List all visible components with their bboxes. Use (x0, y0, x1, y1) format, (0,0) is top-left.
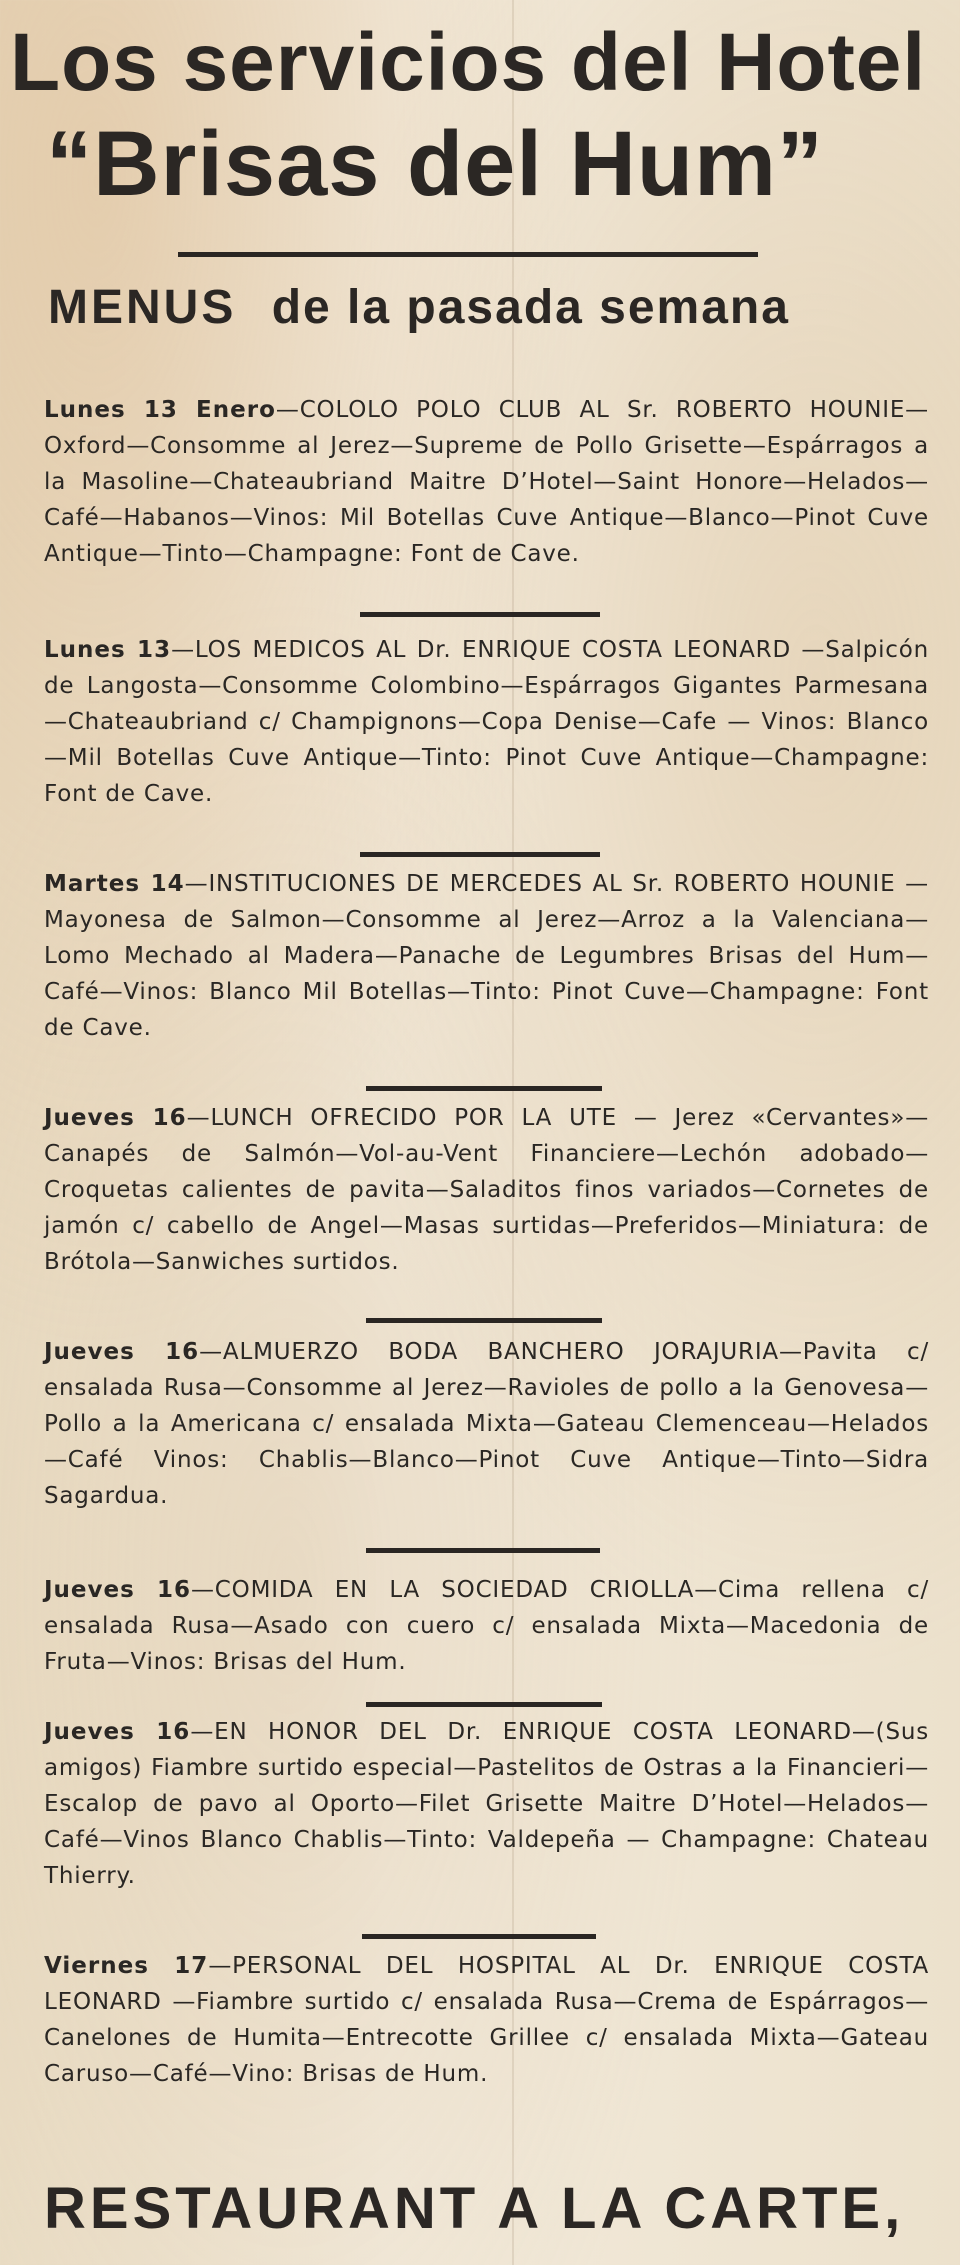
entry-date: Viernes 17 (44, 1953, 209, 1979)
entry-date: Martes 14 (44, 871, 185, 897)
subtitle-menus: MENUS (48, 281, 237, 334)
separator-rule (360, 852, 600, 857)
separator-rule (360, 612, 600, 617)
menu-entry (44, 1948, 929, 2092)
menu-entry (44, 1100, 929, 1280)
menu-entry (44, 1714, 929, 1894)
headline-line-1: Los servicios del Hotel (10, 17, 927, 108)
separator-rule (366, 1702, 602, 1707)
entry-date: Jueves 16 (44, 1577, 191, 1603)
entry-date: Lunes 13 (44, 637, 172, 663)
entry-date: Jueves 16 (44, 1105, 187, 1131)
subtitle (48, 281, 938, 334)
entry-text: —INSTITUCIONES DE MERCEDES AL Sr. ROBERTO HOUNIE —Mayonesa de Salmon—Consomme al Jerez—Arroz a la Valenciana—Lomo Mechado al Madera—Panache de Legumbres Brisas del Hum—Café—Vinos: Blanco Mil Botellas—Tinto: Pinot Cuve—Champagne: Font de Cave. (44, 871, 929, 1041)
menu-entry (44, 1572, 929, 1680)
entry-text: —PERSONAL DEL HOSPITAL AL Dr. ENRIQUE COSTA LEONARD —Fiambre surtido c/ ensalada Rusa—Crema de Espárragos—Canelones de Humita—Entrecotte Grillee c/ ensalada Mixta—Gateau Caruso—Café—Vino: Brisas de Hum. (44, 1953, 929, 2087)
menu-entry (44, 866, 929, 1046)
footer-heading: RESTAURANT A LA CARTE, (44, 2176, 905, 2241)
separator-rule (366, 1086, 602, 1091)
entry-text: —LOS MEDICOS AL Dr. ENRIQUE COSTA LEONARD —Salpicón de Langosta—Consomme Colombino—Espárragos Gigantes Parmesana—Chateaubriand c/ Champignons—Copa Denise—Cafe — Vinos: Blanco—Mil Botellas Cuve Antique—Tinto: Pinot Cuve Antique—Champagne: Font de Cave. (44, 637, 929, 807)
entry-text: —COMIDA EN LA SOCIEDAD CRIOLLA—Cima rellena c/ ensalada Rusa—Asado con cuero c/ ensalada Mixta—Macedonia de Fruta—Vinos: Brisas del Hum. (44, 1577, 929, 1675)
entry-date: Jueves 16 (44, 1719, 191, 1745)
entry-date: Jueves 16 (44, 1339, 200, 1365)
headline-rule (178, 252, 758, 257)
headline-line-2: “Brisas del Hum” (46, 113, 824, 215)
entry-text: —EN HONOR DEL Dr. ENRIQUE COSTA LEONARD—(Sus amigos) Fiambre surtido especial—Pastelitos de Ostras a la Financieri—Escalop de pavo al Oporto—Filet Grisette Maitre D’Hotel—Helados—Café—Vinos Blanco Chablis—Tinto: Valdepeña — Champagne: Chateau Thierry. (44, 1719, 930, 1889)
entry-text: —LUNCH OFRECIDO POR LA UTE — Jerez «Cervantes»—Canapés de Salmón—Vol-au-Vent Financiere—Lechón adobado—Croquetas calientes de pavita—Saladitos finos variados—Cornetes de jamón c/ cabello de Angel—Masas surtidas—Preferidos—Miniatura: de Brótola—Sanwiches surtidos. (44, 1105, 929, 1275)
menu-entry (44, 1334, 929, 1514)
subtitle-rest: de la pasada semana (271, 281, 790, 334)
entry-text: —ALMUERZO BODA BANCHERO JORAJURIA—Pavita c/ ensalada Rusa—Consomme al Jerez—Ravioles de pollo a la Genovesa—Pollo a la Americana c/ ensalada Mixta—Gateau Clemenceau—Helados—Café Vinos: Chablis—Blanco—Pinot Cuve Antique—Tinto—Sidra Sagardua. (44, 1339, 929, 1509)
entry-text: —COLOLO POLO CLUB AL Sr. ROBERTO HOUNIE—Oxford—Consomme al Jerez—Supreme de Pollo Grisette—Espárragos a la Masoline—Chateaubriand Maitre D’Hotel—Saint Honore—Helados—Café—Habanos—Vinos: Mil Botellas Cuve Antique—Blanco—Pinot Cuve Antique—Tinto—Champagne: Font de Cave. (44, 397, 929, 567)
entry-date: Lunes 13 Enero (44, 397, 276, 423)
menu-entry (44, 632, 929, 812)
separator-rule (366, 1548, 600, 1553)
separator-rule (362, 1934, 596, 1939)
separator-rule (366, 1318, 602, 1323)
menu-entry (44, 392, 929, 572)
